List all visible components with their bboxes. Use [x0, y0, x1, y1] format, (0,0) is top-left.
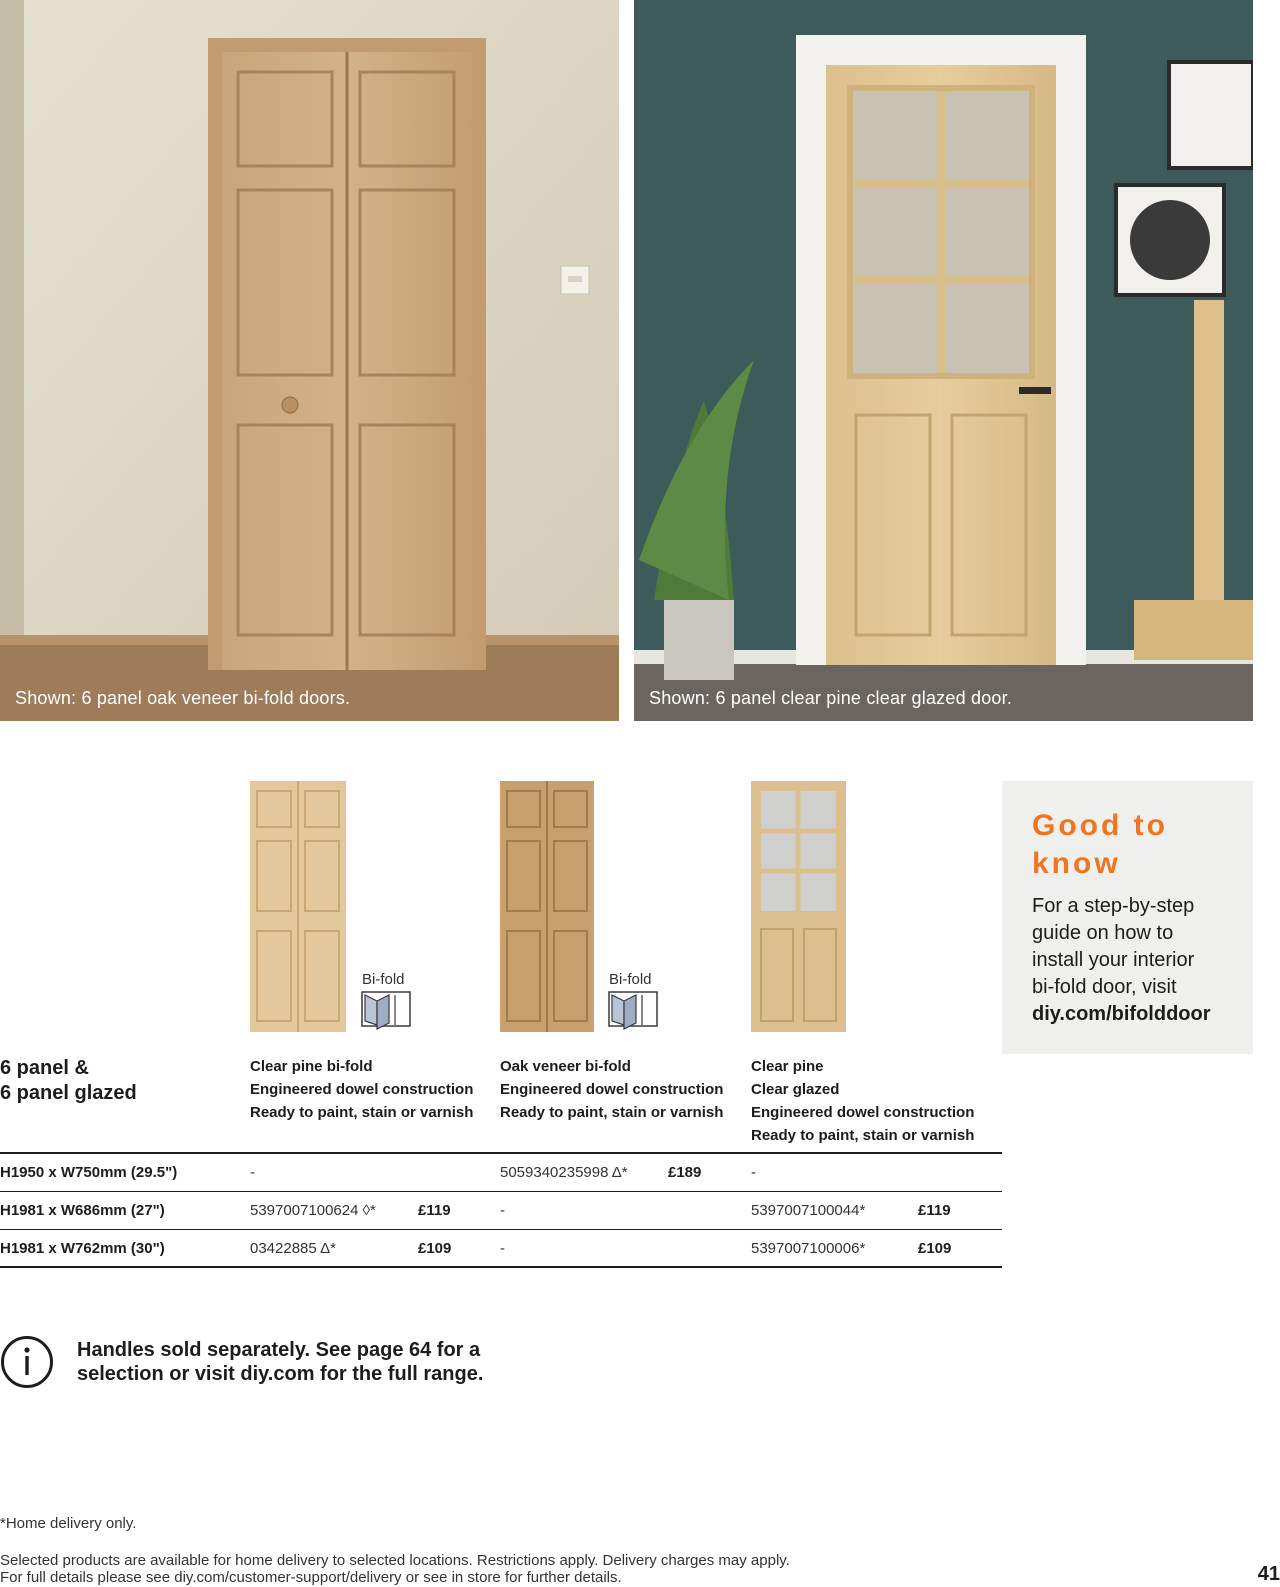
range-title-line: 6 panel & [0, 1057, 89, 1079]
good-to-know-line: install your interior [1032, 949, 1195, 971]
code-cell: - [250, 1164, 255, 1181]
good-to-know-line: For a step-by-step [1032, 895, 1195, 917]
table-row [0, 1192, 1002, 1230]
size-cell: H1981 x W686mm (27") [0, 1202, 165, 1219]
delivery-footnote: *Home delivery only. [0, 1515, 137, 1532]
size-cell: H1981 x W762mm (30") [0, 1240, 165, 1257]
description-line: Ready to paint, stain or varnish [751, 1127, 975, 1144]
info-note-line: selection or visit diy.com for the full range. [77, 1363, 484, 1385]
bifold-label: Bi-fold [609, 971, 652, 988]
right-photo-caption: Shown: 6 panel clear pine clear glazed door. [649, 688, 1013, 708]
clear-pine-bifold-door-image [250, 781, 346, 1032]
product-spec-table [0, 1152, 1002, 1268]
bifold-icon [608, 991, 658, 1032]
description-line: Engineered dowel construction [500, 1081, 724, 1098]
code-cell: - [500, 1202, 505, 1219]
bifold-label: Bi-fold [362, 971, 405, 988]
description-line: Engineered dowel construction [751, 1104, 975, 1121]
table-row [0, 1230, 1002, 1268]
good-to-know-line: bi-fold door, visit [1032, 976, 1177, 998]
glazed-door-illustration [634, 0, 1253, 721]
bifold-guide-link[interactable]: diy.com/bifolddoor [1032, 1003, 1211, 1025]
clear-pine-glazed-door-image [751, 781, 846, 1032]
range-title [0, 1056, 200, 1106]
table-row [0, 1154, 1002, 1192]
delivery-legal-text [0, 1552, 790, 1586]
description-line: Clear pine bi-fold [250, 1058, 373, 1075]
size-cell: H1950 x W750mm (29.5") [0, 1164, 178, 1181]
info-note-line: Handles sold separately. See page 64 for a [77, 1339, 481, 1361]
price-cell: £189 [668, 1164, 702, 1181]
product-description-clear-pine-glazed [751, 1055, 974, 1147]
price-cell: £119 [918, 1202, 951, 1219]
code-cell: 5397007100624 ◊* [250, 1202, 376, 1219]
legal-line: For full details please see diy.com/customer-support/delivery or see in store for further details. [0, 1569, 622, 1586]
bifold-icon [361, 991, 411, 1032]
product-description-oak-veneer-bifold [500, 1055, 723, 1124]
left-photo-caption: Shown: 6 panel oak veneer bi-fold doors. [15, 688, 351, 708]
good-to-know-title: Good to know [1032, 809, 1168, 880]
description-line: Ready to paint, stain or varnish [500, 1104, 724, 1121]
good-to-know-box [1002, 781, 1253, 1054]
code-cell: 03422885 Δ* [250, 1240, 336, 1257]
price-cell: £109 [418, 1240, 452, 1257]
price-cell: £119 [418, 1202, 451, 1219]
code-cell: 5059340235998 Δ* [500, 1164, 628, 1181]
legal-line: Selected products are available for home delivery to selected locations. Restrictions apply. Delivery charges may apply. [0, 1552, 790, 1569]
info-icon [0, 1335, 54, 1389]
range-title-line: 6 panel glazed [0, 1082, 137, 1104]
code-cell: 5397007100006* [751, 1240, 866, 1257]
description-line: Engineered dowel construction [250, 1081, 474, 1098]
oak-bifold-room-photo [0, 0, 619, 721]
handles-info-note [77, 1338, 483, 1386]
price-cell: £109 [918, 1240, 952, 1257]
code-cell: - [500, 1240, 505, 1257]
oak-bifold-door-illustration [0, 0, 619, 721]
description-line: Clear pine [751, 1058, 824, 1075]
good-to-know-line: guide on how to [1032, 922, 1174, 944]
code-cell: 5397007100044* [751, 1202, 866, 1219]
description-line: Clear glazed [751, 1081, 840, 1098]
description-line: Ready to paint, stain or varnish [250, 1104, 474, 1121]
glazed-door-room-photo [634, 0, 1253, 721]
good-to-know-body [1032, 893, 1247, 1028]
oak-veneer-bifold-door-image [500, 781, 594, 1032]
page-number: 41 [1257, 1563, 1280, 1585]
description-line: Oak veneer bi-fold [500, 1058, 631, 1075]
product-description-clear-pine-bifold [250, 1055, 473, 1124]
code-cell: - [751, 1164, 756, 1181]
